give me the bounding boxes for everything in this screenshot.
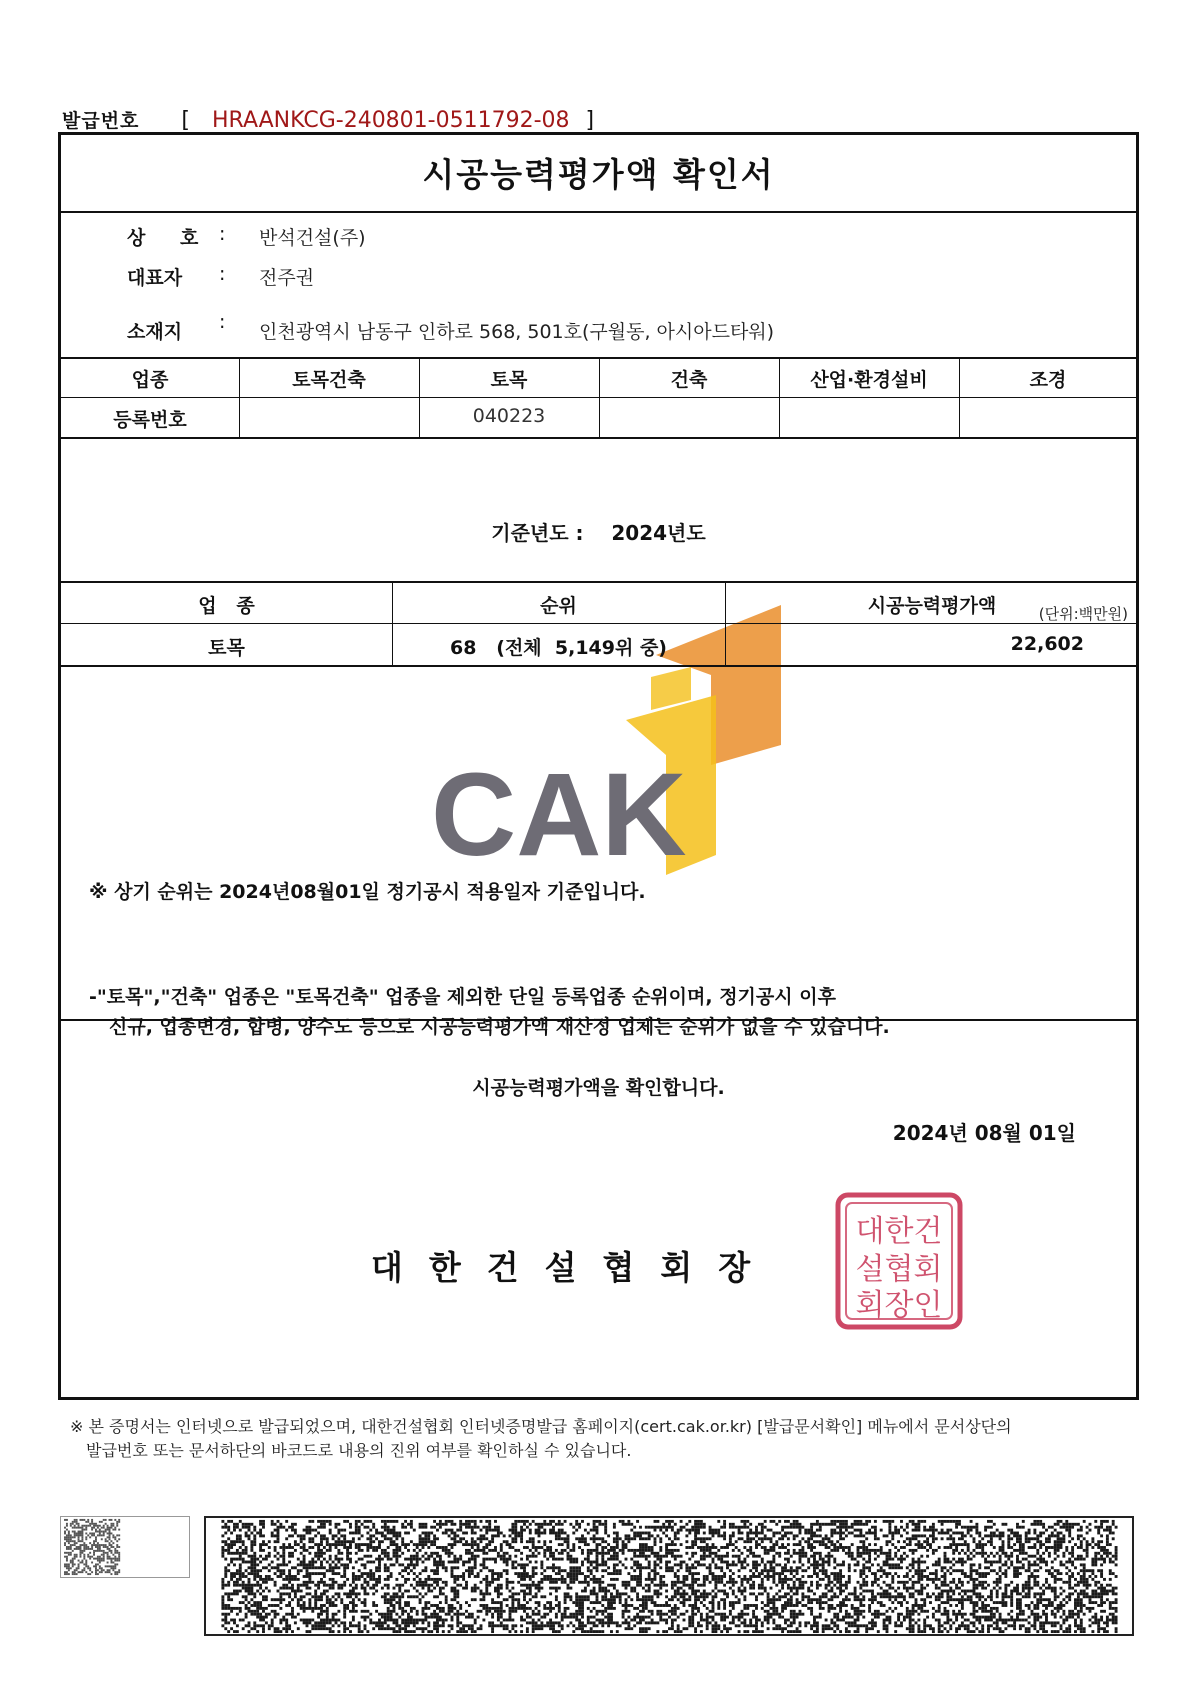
- issue-date: 2024년 08월 01일: [892, 1121, 1076, 1145]
- footer-note-line2: 발급번호 또는 문서하단의 바코드로 내용의 진위 여부를 확인하실 수 있습니다.: [86, 1441, 632, 1460]
- issuer-name: 대한건설협회장: [371, 1248, 777, 1287]
- amount-value: 22,602: [1010, 633, 1084, 655]
- issue-label: 발급번호: [62, 110, 140, 132]
- issue-number: HRAANKCG-240801-0511792-08: [212, 108, 570, 133]
- industry-landscape: 조경: [1029, 369, 1067, 391]
- industry-architecture: 건축: [670, 369, 708, 391]
- base-year-value: 2024년도: [611, 521, 706, 545]
- colon: :: [219, 223, 226, 245]
- rank-basis-note: ※ 상기 순위는 2024년08월01일 정기공시 적용일자 기준입니다.: [89, 881, 646, 903]
- verification-code-image: [60, 1516, 190, 1578]
- bracket-open: [: [181, 108, 191, 133]
- confirmation-text: 시공능력평가액을 확인합니다.: [472, 1077, 725, 1099]
- industry-note-line1: -"토목","건축" 업종은 "토목건축" 업종을 제외한 단일 등록업종 순위이며, 정기공시 이후: [89, 986, 836, 1008]
- company-name-label: 상 호: [127, 227, 213, 249]
- document-title: 시공능력평가액 확인서: [422, 155, 775, 194]
- address: 인천광역시 남동구 인하로 568, 501호(구월동, 아시아드타워): [259, 321, 775, 343]
- amount-header: 시공능력평가액: [867, 595, 997, 617]
- issue-number-line: [62, 106, 594, 133]
- bracket-close: ]: [585, 108, 595, 133]
- industry-note-line2: 신규, 업종변경, 합병, 양수도 등으로 시공능력평가액 재산정 업체는 순위가 없을 수 있습니다.: [109, 1016, 890, 1038]
- base-year-label: 기준년도 :: [491, 521, 584, 545]
- rank-value: 68 (전체 5,149위 중): [449, 637, 667, 659]
- colon: :: [219, 311, 226, 333]
- cak-logo-text: CAK: [431, 749, 687, 875]
- registration-civil: 040223: [472, 405, 546, 427]
- svg-text:설협회: 설협회: [855, 1252, 943, 1287]
- representative-name: 전주권: [259, 267, 315, 289]
- colon: :: [219, 263, 226, 285]
- rank-industry-header: 업 종: [198, 595, 255, 617]
- official-seal: [834, 1191, 964, 1331]
- unit-label: (단위:백만원): [1038, 605, 1128, 623]
- industry-civil-arch: 토목건축: [292, 369, 366, 391]
- svg-text:회장인: 회장인: [855, 1288, 943, 1323]
- address-label: 소재지: [127, 321, 183, 343]
- certificate-frame: [58, 132, 1139, 1400]
- footer-note-line1: ※ 본 증명서는 인터넷으로 발급되었으며, 대한건설협회 인터넷증명발급 홈페이지(cert.cak.or.kr) [발급문서확인] 메뉴에서 문서상단의: [70, 1417, 1012, 1436]
- company-name: 반석건설(주): [259, 227, 366, 249]
- representative-label: 대표자: [127, 267, 183, 289]
- base-year: [61, 517, 1136, 546]
- industry-header: 업종: [131, 369, 169, 391]
- document-barcode: [204, 1516, 1134, 1636]
- svg-text:대한건: 대한건: [855, 1214, 943, 1249]
- industry-civil: 토목: [490, 369, 528, 391]
- rank-industry-value: 토목: [208, 637, 245, 659]
- registration-header: 등록번호: [113, 409, 187, 431]
- rank-header: 순위: [540, 595, 577, 617]
- industry-plant: 산업·환경설비: [810, 369, 928, 391]
